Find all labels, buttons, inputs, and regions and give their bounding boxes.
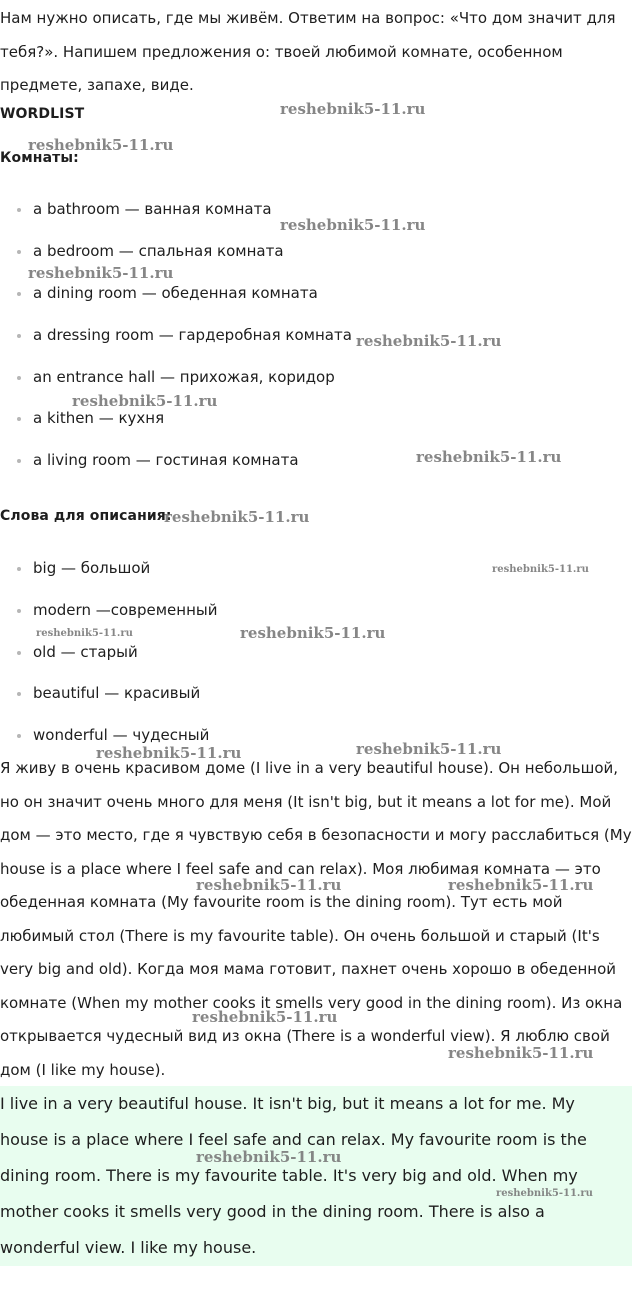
watermark: reshebnik5-11.ru bbox=[496, 1188, 593, 1199]
list-item: a kithen — кухня bbox=[33, 409, 165, 427]
list-item: a dining room — обеденная комната bbox=[33, 284, 318, 302]
list-item: old — старый bbox=[33, 643, 138, 661]
essay-english-box bbox=[0, 1086, 632, 1266]
watermark: reshebnik5-11.ru bbox=[164, 508, 310, 526]
watermark: reshebnik5-11.ru bbox=[448, 1044, 594, 1062]
watermark: reshebnik5-11.ru bbox=[192, 1008, 338, 1026]
watermark: reshebnik5-11.ru bbox=[96, 744, 242, 762]
watermark: reshebnik5-11.ru bbox=[196, 876, 342, 894]
list-item: an entrance hall — прихожая, коридор bbox=[33, 368, 335, 386]
wordlist-heading: WORDLIST bbox=[0, 106, 85, 122]
watermark: reshebnik5-11.ru bbox=[356, 740, 502, 758]
list-item: a bathroom — ванная комната bbox=[33, 200, 272, 218]
watermark: reshebnik5-11.ru bbox=[416, 448, 562, 466]
rooms-heading: Комнаты: bbox=[0, 150, 79, 166]
list-item: wonderful — чудесный bbox=[33, 726, 210, 744]
watermark: reshebnik5-11.ru bbox=[28, 264, 174, 282]
watermark: reshebnik5-11.ru bbox=[280, 216, 426, 234]
intro-text: Нам нужно описать, где мы живём. Ответим на вопрос: «Что дом значит для тебя?». Напишем предложения о: твоей любимой комнате, особенном предмете, запахе, виде. bbox=[0, 9, 616, 94]
watermark: reshebnik5-11.ru bbox=[72, 392, 218, 410]
watermark: reshebnik5-11.ru bbox=[240, 624, 386, 642]
list-item: a dressing room — гардеробная комната bbox=[33, 326, 352, 344]
essay-english: I live in a very beautiful house. It isn't big, but it means a lot for me. My house is a place where I feel safe and can relax. My favourite room is the dining room. There is my favourite table. It's very big and old. When my mother cooks it smells very good in the dining room. There is also a wonderful view. I like my house. bbox=[0, 1094, 587, 1257]
watermark: reshebnik5-11.ru bbox=[492, 564, 589, 575]
watermark: reshebnik5-11.ru bbox=[196, 1148, 342, 1166]
describe-heading: Слова для описания: bbox=[0, 508, 172, 524]
watermark: reshebnik5-11.ru bbox=[28, 136, 174, 154]
list-item: big — большой bbox=[33, 559, 151, 577]
list-item: modern —современный bbox=[33, 601, 218, 619]
list-item: a bedroom — спальная комната bbox=[33, 242, 284, 260]
list-item: a living room — гостиная комната bbox=[33, 451, 299, 469]
watermark: reshebnik5-11.ru bbox=[356, 332, 502, 350]
watermark: reshebnik5-11.ru bbox=[448, 876, 594, 894]
essay-russian: Я живу в очень красивом доме (I live in a very beautiful house). Он небольшой, но он значит очень много для меня (It isn't big, but it means a lot for me). Мой дом — это место, где я чувствую себя в безопасности и могу расслабиться (My house is a place where I feel safe and can relax). Моя любимая комната — это обеденная комната (My favourite room is the dining room). Тут есть мой любимый стол (There is my favourite table). Он очень большой и старый (It's very big and old). Когда моя мама готовит, пахнет очень хорошо в обеденной комнате (When my mother cooks it smells very good in the dining room). Из окна открывается чудесный вид из окна (There is a wonderful view). Я люблю свой дом (I like my house). bbox=[0, 759, 632, 1079]
watermark: reshebnik5-11.ru bbox=[36, 628, 133, 639]
list-item: beautiful — красивый bbox=[33, 684, 201, 702]
watermark: reshebnik5-11.ru bbox=[280, 100, 426, 118]
